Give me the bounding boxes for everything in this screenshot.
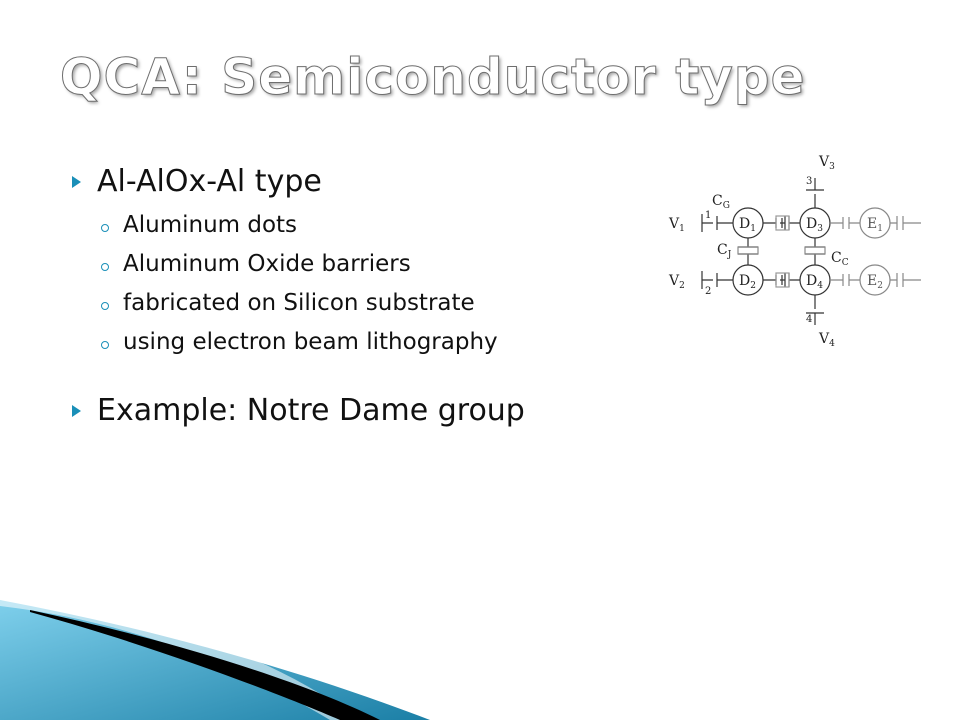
coupler-d4-e2: [830, 274, 860, 286]
decorative-corner-swoosh: [0, 600, 960, 720]
coupler-cj-left: [738, 238, 758, 265]
sub-bullet-item: [70, 245, 630, 284]
slide-title: QCA: Semiconductor type: [60, 48, 806, 106]
label-n4: 4: [806, 314, 813, 325]
circle-bullet-icon: [101, 302, 109, 310]
junction-d1-d3: [763, 216, 800, 230]
label-v2: $V_2$: [669, 273, 685, 291]
sub-bullet-text: Aluminum dots: [123, 212, 298, 238]
label-cg: $C_G$: [712, 193, 730, 211]
bullet-text: Al-AlOx-Al type: [97, 164, 322, 199]
label-d3: $D_3$: [806, 216, 823, 234]
circle-bullet-icon: [101, 224, 109, 232]
sub-bullet-text: fabricated on Silicon substrate: [123, 290, 475, 316]
label-cc: $C_C$: [831, 250, 849, 268]
ground-e2: [890, 273, 921, 287]
sub-bullet-item: [70, 323, 630, 362]
sub-bullet-item: [70, 284, 630, 323]
label-e2: $E_2$: [867, 273, 883, 291]
label-e1: $E_1$: [867, 216, 883, 234]
sub-bullet-list: [70, 204, 630, 362]
bullet-text: Example: Notre Dame group: [97, 393, 525, 428]
label-n3: 3: [806, 176, 813, 187]
sub-bullet-text: using electron beam lithography: [123, 329, 498, 355]
label-v4: $V_4$: [819, 331, 835, 349]
triangle-bullet-icon: [72, 176, 81, 188]
coupler-cc-right: [805, 238, 825, 265]
label-n2: 2: [705, 286, 712, 297]
label-d4: $D_4$: [806, 273, 823, 291]
circle-bullet-icon: [101, 341, 109, 349]
junction-d2-d4: [763, 273, 800, 287]
label-n1: 1: [705, 210, 712, 221]
coupler-cc-right-box: [805, 247, 825, 254]
coupler-cj-left-box: [738, 247, 758, 254]
circle-bullet-icon: [101, 263, 109, 271]
sub-bullet-item: [70, 206, 630, 245]
label-d2: $D_2$: [739, 273, 756, 291]
ground-e1: [890, 216, 921, 230]
bullet-al-alox-al: [70, 160, 630, 204]
label-cj: $C_J$: [717, 242, 732, 260]
bullet-example: [70, 389, 630, 433]
triangle-bullet-icon: [72, 405, 81, 417]
label-d1: $D_1$: [739, 216, 756, 234]
coupler-d3-e1: [830, 217, 860, 229]
label-v3: $V_3$: [819, 154, 835, 172]
slide-content: [70, 160, 630, 433]
sub-bullet-text: Aluminum Oxide barriers: [123, 251, 411, 277]
qca-circuit-diagram: [665, 150, 935, 350]
label-v1: $V_1$: [669, 216, 685, 234]
